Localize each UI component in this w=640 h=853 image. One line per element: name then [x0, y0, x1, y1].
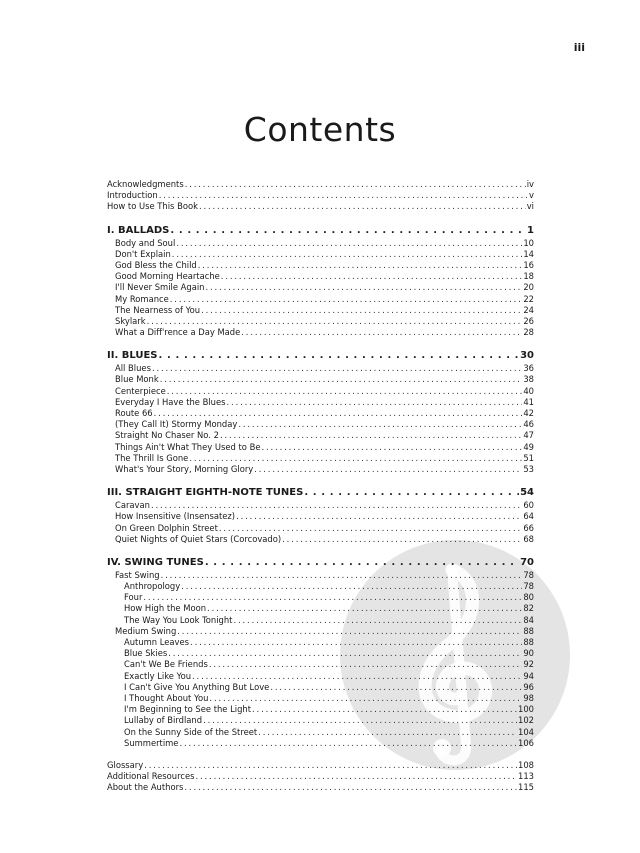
entry-page-number: 104: [518, 726, 534, 737]
dot-leader: [172, 249, 523, 260]
toc-entry: [107, 693, 534, 704]
entry-page-number: 18: [523, 271, 534, 282]
entry-title: Skylark: [115, 315, 146, 326]
dot-leader: [209, 659, 523, 670]
dot-leader: [261, 442, 522, 453]
dot-leader: [159, 190, 528, 201]
dot-leader: [154, 408, 523, 419]
toc-entry: [107, 626, 534, 637]
entry-page-number: 82: [523, 603, 534, 614]
entry-page-number: 108: [518, 759, 534, 770]
toc-entry: [107, 363, 534, 374]
entry-page-number: 20: [523, 282, 534, 293]
entry-page-number: 14: [523, 248, 534, 259]
page-number: iii: [573, 41, 585, 54]
entry-page-number: 41: [523, 396, 534, 407]
entry-page-number: 26: [523, 315, 534, 326]
entry-page-number: 88: [523, 637, 534, 647]
entry-page-number: 47: [523, 430, 534, 441]
toc-entry: [107, 397, 534, 408]
dot-leader: [209, 693, 522, 704]
dot-leader: [160, 374, 523, 385]
toc-entry: [107, 453, 534, 464]
toc-entry: [107, 260, 534, 271]
toc-section-heading: [107, 486, 534, 500]
entry-title: All Blues: [115, 363, 151, 374]
toc-entry: [107, 179, 534, 190]
dot-leader: [220, 430, 522, 441]
dot-leader: [201, 305, 522, 316]
toc-entry: [107, 581, 534, 592]
entry-title: I. BALLADS: [107, 224, 170, 236]
entry-title: III. STRAIGHT EIGHTH-NOTE TUNES: [107, 487, 304, 499]
entry-page-number: iv: [526, 179, 534, 189]
toc-entry: [107, 238, 534, 249]
entry-page-number: 54: [520, 487, 534, 499]
dot-leader: [159, 349, 520, 363]
entry-page-number: 49: [523, 441, 534, 452]
dot-leader: [199, 201, 526, 212]
toc-entry: [107, 511, 534, 522]
entry-title: Can't We Be Friends: [124, 659, 208, 670]
entry-title: Summertime: [124, 737, 179, 748]
entry-page-number: 115: [518, 782, 534, 793]
entry-title: Lullaby of Birdland: [124, 715, 203, 726]
toc-entry: [107, 500, 534, 511]
entry-title: Four: [124, 592, 143, 603]
dot-leader: [192, 671, 522, 682]
dot-leader: [181, 581, 522, 592]
entry-page-number: 38: [523, 374, 534, 385]
toc-entry: [107, 671, 534, 682]
toc-entry: [107, 305, 534, 316]
toc-entry: [107, 282, 534, 293]
toc-entry: [107, 386, 534, 397]
entry-title: Body and Soul: [115, 237, 176, 248]
entry-title: I'll Never Smile Again: [115, 282, 205, 293]
toc-entry: [107, 648, 534, 659]
dot-leader: [205, 556, 519, 570]
entry-page-number: 66: [523, 522, 534, 533]
toc-section-heading: [107, 556, 534, 570]
entry-title: The Thrill Is Gone: [115, 452, 189, 463]
entry-title: Centerpiece: [115, 385, 166, 396]
dot-leader: [147, 316, 523, 327]
entry-title: Anthropology: [124, 581, 181, 592]
entry-title: On Green Dolphin Street: [115, 522, 218, 533]
dot-leader: [219, 523, 522, 534]
entry-page-number: 64: [523, 511, 534, 522]
entry-page-number: v: [529, 190, 534, 201]
toc-entry: [107, 464, 534, 475]
dot-leader: [185, 179, 526, 190]
toc-entry: [107, 659, 534, 670]
entry-page-number: 84: [523, 614, 534, 625]
entry-title: How to Use This Book: [107, 201, 198, 212]
dot-leader: [233, 615, 522, 626]
toc-entry: [107, 682, 534, 693]
entry-page-number: 1: [527, 224, 534, 236]
entry-page-number: 106: [518, 737, 534, 748]
entry-title: II. BLUES: [107, 350, 158, 362]
dot-leader: [205, 282, 522, 293]
toc-entry: [107, 523, 534, 534]
dot-leader: [161, 570, 523, 581]
entry-page-number: 36: [523, 363, 534, 374]
toc-entry: [107, 637, 534, 648]
entry-title: I Can't Give You Anything But Love: [124, 681, 270, 692]
entry-title: Things Ain't What They Used to Be: [115, 441, 261, 452]
dot-leader: [179, 738, 517, 749]
dot-leader: [143, 592, 522, 603]
entry-title: Blue Monk: [115, 374, 159, 385]
toc-entry: [107, 201, 534, 212]
dot-leader: [221, 271, 523, 282]
dot-leader: [203, 715, 517, 726]
toc-entry: [107, 615, 534, 626]
entry-page-number: 92: [523, 659, 534, 670]
entry-page-number: 78: [523, 569, 534, 580]
table-of-contents: [107, 179, 534, 793]
toc-entry: [107, 760, 534, 771]
entry-page-number: 102: [518, 715, 534, 726]
entry-title: Exactly Like You: [124, 670, 192, 681]
entry-page-number: 46: [523, 419, 534, 430]
toc-entry: [107, 715, 534, 726]
entry-page-number: 51: [523, 452, 534, 463]
entry-title: Introduction: [107, 190, 158, 201]
entry-title: Everyday I Have the Blues: [115, 396, 226, 407]
entry-page-number: 24: [523, 304, 534, 315]
entry-page-number: 68: [523, 533, 534, 544]
entry-title: Straight No Chaser No. 2: [115, 430, 219, 441]
toc-entry: [107, 727, 534, 738]
dot-leader: [167, 386, 523, 397]
entry-page-number: 98: [523, 692, 534, 703]
toc-entry: [107, 316, 534, 327]
dot-leader: [184, 782, 517, 793]
dot-leader: [254, 464, 522, 475]
entry-title: How High the Moon: [124, 603, 207, 614]
dot-leader: [236, 511, 522, 522]
entry-title: Caravan: [115, 500, 150, 511]
toc-entry: [107, 374, 534, 385]
entry-page-number: 113: [518, 771, 534, 782]
entry-title: The Way You Look Tonight: [124, 614, 233, 625]
entry-title: My Romance: [115, 293, 169, 304]
toc-entry: [107, 704, 534, 715]
toc-entry: [107, 190, 534, 201]
entry-title: Route 66: [115, 408, 153, 418]
dot-leader: [177, 626, 522, 637]
entry-page-number: 100: [518, 704, 534, 715]
toc-entry: [107, 442, 534, 453]
toc-entry: [107, 603, 534, 614]
toc-entry: [107, 294, 534, 305]
toc-entry: [107, 327, 534, 338]
entry-page-number: 60: [523, 500, 534, 511]
entry-title: IV. SWING TUNES: [107, 556, 204, 568]
entry-page-number: 30: [520, 350, 534, 362]
dot-leader: [238, 419, 522, 430]
toc-entry: [107, 408, 534, 419]
dot-leader: [304, 486, 519, 500]
dot-leader: [190, 637, 522, 648]
entry-title: The Nearness of You: [115, 304, 201, 315]
entry-page-number: 96: [523, 681, 534, 692]
entry-title: Don't Explain: [115, 248, 171, 259]
dot-leader: [195, 771, 517, 782]
entry-title: What a Diff'rence a Day Made: [115, 327, 241, 338]
entry-title: Blue Skies: [124, 648, 168, 659]
dot-leader: [176, 238, 522, 249]
entry-title: Glossary: [107, 759, 144, 770]
dot-leader: [252, 704, 517, 715]
dot-leader: [144, 760, 517, 771]
dot-leader: [170, 224, 526, 238]
entry-title: Fast Swing: [115, 569, 160, 580]
entry-page-number: 88: [523, 625, 534, 636]
entry-title: I'm Beginning to See the Light: [124, 704, 252, 715]
toc-section-heading: [107, 224, 534, 238]
toc-entry: [107, 249, 534, 260]
dot-leader: [189, 453, 522, 464]
dot-leader: [227, 397, 523, 408]
dot-leader: [168, 648, 522, 659]
toc-entry: [107, 430, 534, 441]
entry-title: Autumn Leaves: [124, 637, 190, 647]
entry-title: Good Morning Heartache: [115, 271, 220, 282]
dot-leader: [270, 682, 522, 693]
toc-entry: [107, 419, 534, 430]
toc-entry: [107, 738, 534, 749]
entry-page-number: vi: [526, 201, 534, 212]
toc-entry: [107, 782, 534, 793]
dot-leader: [258, 727, 517, 738]
entry-title: Additional Resources: [107, 771, 195, 782]
toc-section-heading: [107, 349, 534, 363]
dot-leader: [282, 534, 522, 545]
entry-page-number: 70: [520, 556, 534, 568]
dot-leader: [198, 260, 523, 271]
dot-leader: [207, 603, 522, 614]
entry-page-number: 22: [523, 293, 534, 304]
page-title: Contents: [243, 110, 397, 149]
entry-title: Medium Swing: [115, 625, 177, 636]
entry-page-number: 94: [523, 670, 534, 681]
entry-page-number: 40: [523, 385, 534, 396]
entry-page-number: 80: [523, 592, 534, 603]
entry-title: God Bless the Child: [115, 259, 197, 270]
toc-entry: [107, 592, 534, 603]
toc-entry: [107, 771, 534, 782]
entry-page-number: 16: [523, 259, 534, 270]
entry-title: On the Sunny Side of the Street: [124, 726, 258, 737]
dot-leader: [152, 363, 522, 374]
toc-entry: [107, 534, 534, 545]
entry-title: Acknowledgments: [107, 179, 184, 189]
entry-page-number: 10: [523, 237, 534, 248]
toc-entry: [107, 570, 534, 581]
toc-entry: [107, 271, 534, 282]
dot-leader: [170, 294, 523, 305]
entry-page-number: 28: [523, 327, 534, 338]
entry-page-number: 78: [523, 581, 534, 592]
dot-leader: [241, 327, 522, 338]
entry-page-number: 53: [523, 463, 534, 474]
entry-title: What's Your Story, Morning Glory: [115, 463, 254, 474]
entry-title: How Insensitive (Insensatez): [115, 511, 236, 522]
entry-page-number: 42: [523, 408, 534, 418]
entry-title: (They Call It) Stormy Monday: [115, 419, 238, 430]
entry-title: About the Authors: [107, 782, 184, 793]
entry-title: I Thought About You: [124, 692, 209, 703]
dot-leader: [151, 500, 522, 511]
entry-page-number: 90: [523, 648, 534, 659]
entry-title: Quiet Nights of Quiet Stars (Corcovado): [115, 533, 282, 544]
